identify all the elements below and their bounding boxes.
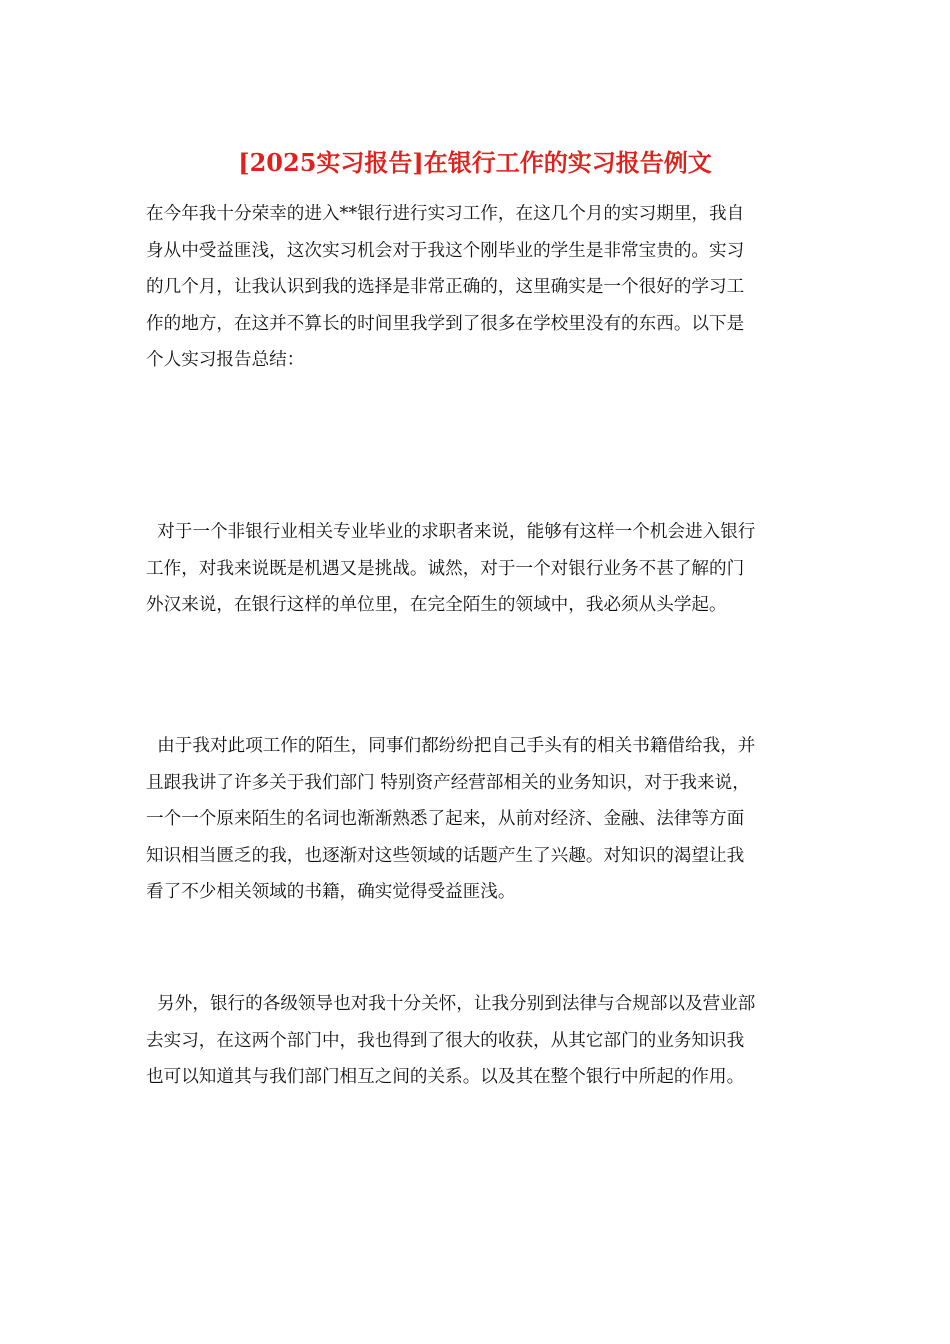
paragraph-intro <box>146 196 806 379</box>
paragraph-line: 也可以知道其与我们部门相互之间的关系。以及其在整个银行中所起的作用。 <box>146 1067 745 1087</box>
paragraph-line: 另外，银行的各级领导也对我十分关怀，让我分别到法律与合规部以及营业部 <box>146 994 756 1014</box>
paragraph-line: 身从中受益匪浅，这次实习机会对于我这个刚毕业的学生是非常宝贵的。实习 <box>146 240 745 261</box>
paragraph-line: 的几个月，让我认识到我的选择是非常正确的，这里确实是一个很好的学习工 <box>146 277 745 297</box>
paragraph-line: 外汉来说，在银行这样的单位里，在完全陌生的领域中，我必须从头学起。 <box>146 595 727 615</box>
paragraph-line: 工作，对我来说既是机遇又是挑战。诚然，对于一个对银行业务不甚了解的门 <box>146 558 745 579</box>
paragraph-line: 对于一个非银行业相关专业毕业的求职者来说，能够有这样一个机会进入银行 <box>146 522 756 542</box>
paragraph-line: 去实习，在这两个部门中，我也得到了很大的收获，从其它部门的业务知识我 <box>146 1030 745 1051</box>
paragraph-leadership <box>146 986 806 1096</box>
paragraph-challenge <box>146 514 806 624</box>
paragraph-line: 在今年我十分荣幸的进入**银行进行实习工作，在这几个月的实习期里，我自 <box>146 204 745 224</box>
paragraph-line: 由于我对此项工作的陌生，同事们都纷纷把自己手头有的相关书籍借给我，并 <box>146 736 756 756</box>
paragraph-line: 知识相当匮乏的我，也逐渐对这些领域的话题产生了兴趣。对知识的渴望让我 <box>146 845 745 866</box>
paragraph-line: 且跟我讲了许多关于我们部门 特别资产经营部相关的业务知识，对于我来说， <box>146 772 750 793</box>
paragraph-line: 作的地方，在这并不算长的时间里我学到了很多在学校里没有的东西。以下是 <box>146 313 745 334</box>
document-title: [2025实习报告]在银行工作的实习报告例文 <box>238 148 712 177</box>
paragraph-colleagues <box>146 728 806 911</box>
paragraph-line: 个人实习报告总结： <box>146 350 305 370</box>
paragraph-line: 看了不少相关领域的书籍，确实觉得受益匪浅。 <box>146 882 516 902</box>
paragraph-line: 一个一个原来陌生的名词也渐渐熟悉了起来，从前对经济、金融、法律等方面 <box>146 809 745 829</box>
